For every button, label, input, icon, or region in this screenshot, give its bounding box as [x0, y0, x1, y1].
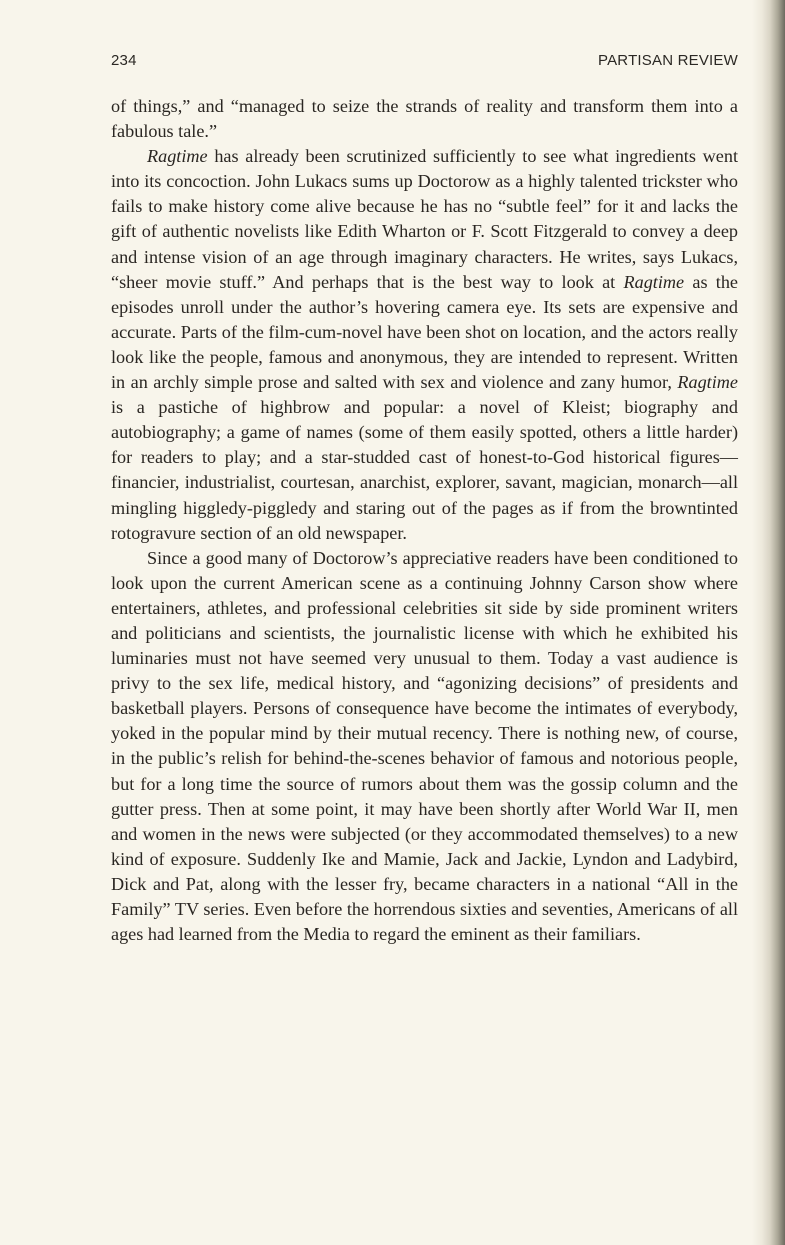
italic-title: Ragtime [677, 372, 738, 393]
journal-title: PARTISAN REVIEW [598, 52, 738, 69]
paragraph [111, 144, 738, 546]
running-head [111, 52, 738, 69]
italic-title: Ragtime [623, 271, 685, 292]
text-run: Since a good many of Doctorow’s appreciative readers have been conditioned to look upon the current American scene as a continuing Johnny Carson show where entertainers, athletes, and professional celebrities sit side by side prominent writers and politicians and scientists, the journalistic license with which he exhibited his luminaries must not have seemed very unusual to them. Today a vast audience is privy to the sex life, medical history, and “agonizing decisions” of presidents and basketball players. Persons of consequence have become the intimates of everybody, yoked in the popular mind by their mutual recency. There is nothing new, of course, in the public’s relish for behind-the-scenes behavior of famous and notorious people, but for a long time the source of rumors about them was the gossip column and the gutter press. Then at some point, it may have been shortly after World War II, men and women in the news were subjected (or they accommodated themselves) to a new kind of exposure. Suddenly Ike and Mamie, Jack and Jackie, Lyndon and Ladybird, Dick and Pat, along with the lesser fry, became characters in a national “All in the Family” TV series. Even before the horrendous sixties and seventies, Americans of all ages had learned from the Media to regard the eminent as their familiars. [111, 547, 738, 945]
text-run: has already been scrutinized sufficiently to see what ingredients went into its concoction. John Lukacs sums up Doctorow as a highly talented trickster who fails to make history come alive because he has no “subtle feel” for it and lacks the gift of authentic novelists like Edith Wharton or F. Scott Fitzgerald to convey a deep and intense vision of an age through imaginary characters. He writes, says Lukacs, “sheer movie stuff.” And perhaps that is the best way to look at [111, 146, 738, 292]
paragraph [111, 546, 738, 948]
text-run: of things,” and “managed to seize the strands of reality and transform them into a fabulous tale.” [111, 96, 738, 142]
body-text [111, 94, 738, 947]
page-number: 234 [111, 52, 137, 69]
text-run: as the episodes unroll under the author’s hovering camera eye. Its sets are expensive and accurate. Parts of the film-cum-novel have been shot on location, and the actors really look like the people, famous and anonymous, they are intended to represent. Written in an archly simple prose and salted with sex and violence and zany humor, [111, 271, 738, 393]
italic-title: Ragtime [147, 146, 208, 167]
text-run: is a pastiche of highbrow and popular: a novel of Kleist; biography and autobiography; a game of names (some of them easily spotted, others a little harder) for readers to play; and a star-studded cast of honest-to-God historical figures—financier, industrialist, courtesan, anarchist, explorer, savant, magician, monarch—all mingling higgledy-piggledy and staring out of the pages as if from the browntinted rotogravure section of an old newspaper. [111, 397, 738, 543]
paragraph [111, 94, 738, 144]
